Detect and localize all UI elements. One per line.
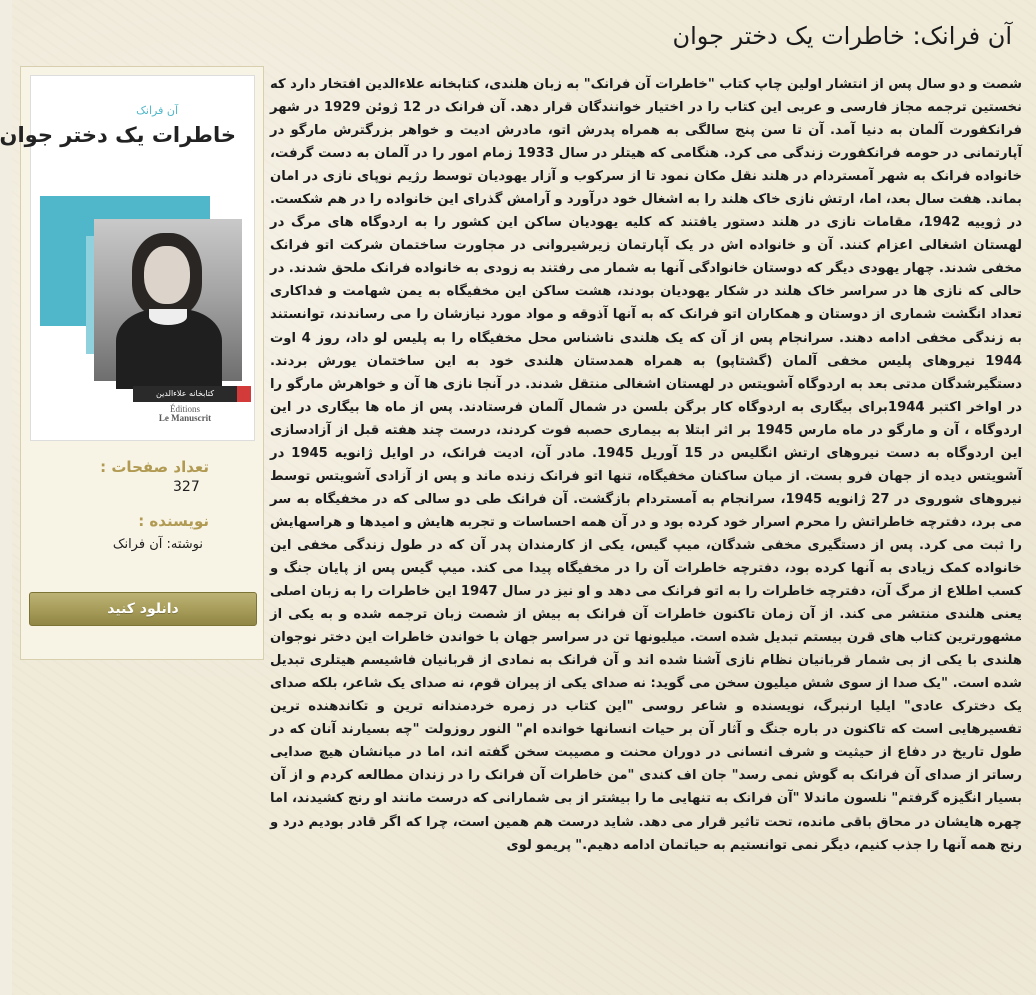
cover-publisher-logo: کتابخانه علاءالدین	[133, 386, 237, 402]
cover-editions-logo: Éditions Le Manuscrit	[158, 404, 212, 424]
book-info-panel	[0, 66, 264, 660]
pages-label: تعداد صفحات :	[100, 458, 209, 476]
pages-value: 327	[173, 479, 200, 495]
cover-author: آن فرانک	[136, 104, 178, 117]
book-cover-image[interactable]	[0, 75, 255, 441]
cover-portrait-photo	[94, 219, 242, 381]
cover-title: خاطرات یک دختر جوان	[0, 123, 236, 147]
book-description: شصت و دو سال پس از انتشار اولین چاپ کتاب "خاطرات آن فرانک" به زبان هلندی، کتابخانه علاءالدین افتخار دارد که نخستین ترجمه مجاز فارسی و عربی این کتاب را در اختیار خوانندگان قرار دهد. آن فرانک در 12 ژوئن 1929 در شهر فرانکفورت آلمان به دنیا آمد. آن تا سن پنج سالگی به همراه پدرش اتو، مادرش ادیت و خواهر بزرگترش مارگو در آپارتمانی در حومه فرانکفورت زندگی می کرد. هنگامی که هیتلر در سال 1933 زمام امور را در آلمان به دست گرفت، خانواده فرانک به شهر آمستردام در هلند نقل مکان نمود تا از سرکوب و آزار یهودیان توسط رژیم نوپای نازی در امان بماند. هفت سال بعد، اما، ارتش نازی خاک هلند را به اشغال خود درآورد و آرامش گذرای این خانواده را در هم شکست. در ژوییه 1942، مقامات نازی در هلند دستور یافتند که کلیه یهودیان ساکن این کشور را به اردوگاه های مرگ در لهستان اشغالی اعزام کنند. آن و خانواده اش در یک آپارتمان زیرشیروانی در مجاورت ساختمان شرکت اتو فرانک مخفی شدند. چهار یهودی دیگر که دوستان خانوادگی آنها به شمار می رفتند به زودی به خانواده فرانک ملحق شدند. در حالی که نازی ها در سراسر خاک هلند در شکار یهودیان بودند، هشت ساکن این مخفیگاه به یمن شهامت و فداکاری تعداد انگشت شماری از دوستان و همکاران اتو فرانک که به آنها آذوقه و مواد مورد نیازشان را می رساندند، توانستند به زندگی مخفی ادامه دهند. سرانجام پس از آن که یک هلندی ناشناس محل مخفیگاه را به پلیس لو داد، روز 4 اوت 1944 نیروهای پلیس مخفی آلمان (گشتاپو) به همراه همدستان هلندی خود به این ساختمان یورش بردند. دستگیرشدگان مدتی بعد به اردوگاه آشویتس در لهستان اشغالی منتقل شدند. در آنجا نازی ها آن و خواهرش مارگو را در اواخر اکتبر 1944برای بیگاری به اردوگاه کار برگن بلسن در شمال آلمان فرستادند. پس از ماه ها بیگاری در این اردوگاه ، آن و مارگو در ماه مارس 1945 بر اثر ابتلا به بیماری حصبه فوت کردند، درست چند هفته قبل از آزادسازی این اردوگاه به دست نیروهای ارتش انگلیس در 15 آوریل 1945. مادر آن، ادیت فرانک، در اوایل ژانویه 1945 در آشویتس دیده از جهان فرو بست. از میان ساکنان مخفیگاه، تنها اتو فرانک زنده ماند و پس از آزادی آشویتس توسط نیروهای شوروی در 27 ژانویه 1945، سرانجام به آمستردام بازگشت. آن فرانک طی دو سالی که در مخفیگاه به سر می برد، دفترچه خاطراتش را محرم اسرار خود کرده بود و در آن همه احساسات و تجربه هایش و امیدها و هراسهایش را ثبت می کرد. پس از دستگیری مخفی شدگان، میپ گیس، یکی از کارمندان پدر آن که در طول زندگی مخفی این خانواده کمک زیادی به آنها کرده بود، دفترچه خاطرات آن را در مخفیگاه پیدا می کند. میپ گیس پس از پایان جنگ و کسب اطلاع از مرگ آن، دفترچه خاطرات را به اتو فرانک می دهد و او نیز در سال 1947 این خاطرات را به زبان اصلی یعنی هلندی منتشر می کند. از آن زمان تاکنون خاطرات آن فرانک به بیش از شصت زبان ترجمه شده و به یکی از مشهورترین کتاب های قرن بیستم تبدیل شده است. میلیونها تن در سراسر جهان با خواندن خاطرات این دختر نوجوان هلندی با یکی از بی شمار قربانیان نظام نازی آشنا شده اند و آن فرانک به نمادی از قربانیان فاشیسم هیتلری تبدیل شده است. "یک صدا از سوی شش میلیون سخن می گوید: نه صدای یکی از پیران قوم، نه صدای یک شاعر، بلکه صدای یک دخترک عادی" ایلیا ارنبرگ، نویسنده و شاعر روسی "این کتاب در زمره خردمندانه ترین و تکاندهنده ترین تفسیرهایی است که تاکنون در باره جنگ و آثار آن بر حیات انسانها خوانده ام" النور روزولت "چه بسیارند آنان که در طول تاریخ در دفاع از حیثیت و شرف انسانی در دوران محنت و مصیبت سخن گفته اند، اما در میانشان هیچ صدایی رساتر از صدای آن فرانک به گوش نمی رسد" جان اف کندی "من خاطرات آن فرانک را در زندان مطالعه کردم و از آن بسیار انگیزه گرفتم" نلسون ماندلا "آن فرانک به تنهایی ما را بیشتر از بی شمارانی که درست مانند او رنج کشیدند، اما چهره هایشان در محاق باقی مانده، تحت تاثیر قرار می دهد. شاید درست هم همین است، چرا که اگر قادر بودیم درد و رنج همه آنها را جذب کنیم، دیگر نمی توانستیم به حیاتمان ادامه دهیم." پریمو لوی	[270, 77, 1023, 853]
publisher-logo-icon	[237, 386, 251, 402]
author-label: نویسنده :	[138, 512, 209, 530]
author-value: نوشته: آن فرانک	[112, 537, 203, 552]
download-button[interactable]: دانلود کنید	[29, 592, 257, 626]
page-title: آن فرانک: خاطرات یک دختر جوان	[672, 22, 1012, 50]
